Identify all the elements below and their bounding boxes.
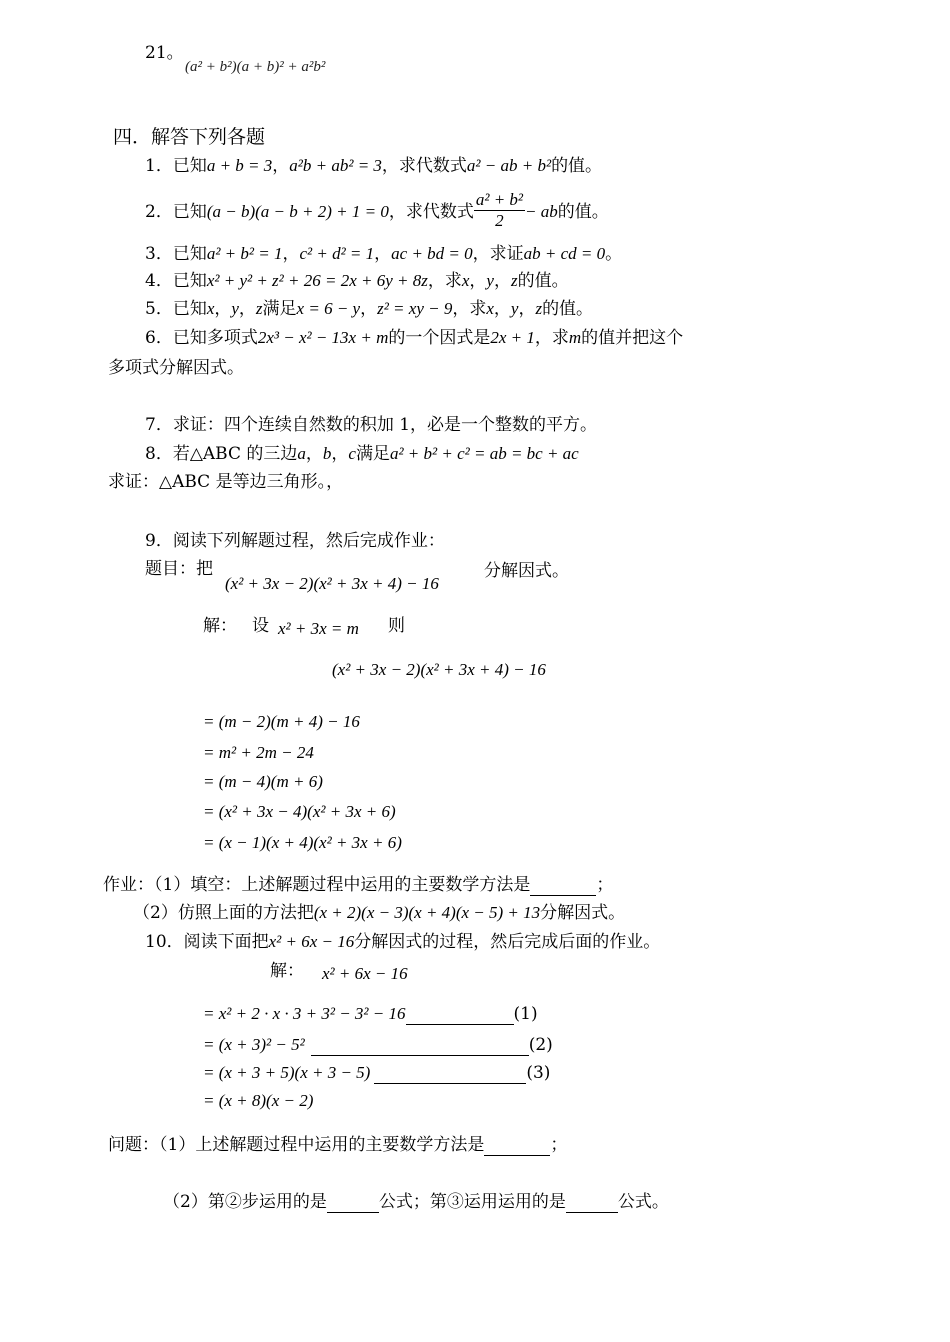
answer-blank[interactable] [530, 877, 596, 896]
solution-step: = (x + 3)² − 5² (2) [203, 1035, 553, 1055]
solution-step: = x² + 2 · x · 3 + 3² − 3² − 16 (1) [203, 1004, 538, 1024]
answer-blank[interactable] [566, 1194, 618, 1213]
solution-step: = (m − 4)(m + 6) [203, 772, 323, 791]
substitution-expression: x² + 3x = m [278, 619, 359, 638]
problem-9: 9．阅读下列解题过程，然后完成作业： [145, 531, 445, 551]
solution-label: 解： [203, 616, 237, 636]
answer-blank[interactable] [484, 1137, 550, 1156]
problem-7: 7．求证：四个连续自然数的积加 1，必是一个整数的平方。 [145, 415, 598, 435]
problem-10: 10．阅读下面把x² + 6x − 16分解因式的过程，然后完成后面的作业。 [145, 932, 661, 952]
question-2: （2）第②步运用的是 公式；第③运用运用的是 公式。 [163, 1192, 669, 1212]
problem-6: 6．已知多项式2x³ − x² − 13x + m的一个因式是2x + 1，求m的值并把这个 [145, 328, 684, 348]
substitution: 设 [252, 616, 269, 636]
solution-label: 解： [270, 961, 304, 981]
problem-3: 3．已知a² + b² = 1，c² + d² = 1，ac + bd = 0，求证ab + cd = 0。 [145, 244, 623, 264]
homework-2: （2）仿照上面的方法把(x + 2)(x − 3)(x + 4)(x − 5) + 13分解因式。 [133, 903, 626, 923]
problem-10-expression: x² + 6x − 16 [322, 964, 408, 983]
problem-1: 1．已知a + b = 3，a²b + ab² = 3，求代数式a² − ab + b²的值。 [145, 156, 603, 176]
problem-8: 8．若△ABC 的三边a，b，c满足a² + b² + c² = ab = bc + ac [145, 444, 579, 464]
question-1: 问题：（1）上述解题过程中运用的主要数学方法是 ； [108, 1135, 568, 1155]
solution-step: = (x − 1)(x + 4)(x² + 3x + 6) [203, 833, 402, 852]
problem-8-continued: 求证：△ABC 是等边三角形。， [108, 472, 344, 492]
answer-blank[interactable] [327, 1194, 379, 1213]
problem-5: 5．已知x，y，z满足x = 6 − y，z² = xy − 9，求x，y，z的值。 [145, 299, 594, 319]
problem-21 [145, 42, 184, 64]
problem-number: 21。 [145, 43, 184, 63]
problem-9-expression: (x² + 3x − 2)(x² + 3x + 4) − 16 [225, 574, 439, 593]
problem-9-title: 题目：把 [145, 559, 213, 579]
homework-1: 作业：（1）填空：上述解题过程中运用的主要数学方法是 ； [103, 875, 614, 895]
step-line [374, 1065, 526, 1084]
problem-21-expression: (a² + b²)(a + b)² + a²b² [185, 59, 326, 75]
step-line [311, 1037, 529, 1056]
problem-4: 4．已知x² + y² + z² + 26 = 2x + 6y + 8z，求x，y，z的值。 [145, 271, 569, 291]
section-title: 四．解答下列各题 [113, 126, 266, 148]
solution-step: = (x + 3 + 5)(x + 3 − 5) (3) [203, 1063, 551, 1083]
problem-9-title-end: 分解因式。 [484, 561, 569, 581]
solution-step: = (m − 2)(m + 4) − 16 [203, 712, 360, 731]
problem-2: 2．已知(a − b)(a − b + 2) + 1 = 0，求代数式 $\frac{\text{a² + b²}}{2}$ − ab的值。 [145, 190, 609, 230]
problem-6-continued: 多项式分解因式。 [108, 358, 244, 378]
step-line [406, 1006, 514, 1025]
solution-step: = (x + 8)(x − 2) [203, 1091, 314, 1110]
centered-expression: (x² + 3x − 2)(x² + 3x + 4) − 16 [332, 660, 546, 679]
then-label: 则 [388, 616, 405, 636]
solution-step: = (x² + 3x − 4)(x² + 3x + 6) [203, 802, 396, 821]
fraction: $\frac{\text{a² + b²}}{2}$ [475, 190, 524, 230]
solution-step: = m² + 2m − 24 [203, 743, 314, 762]
